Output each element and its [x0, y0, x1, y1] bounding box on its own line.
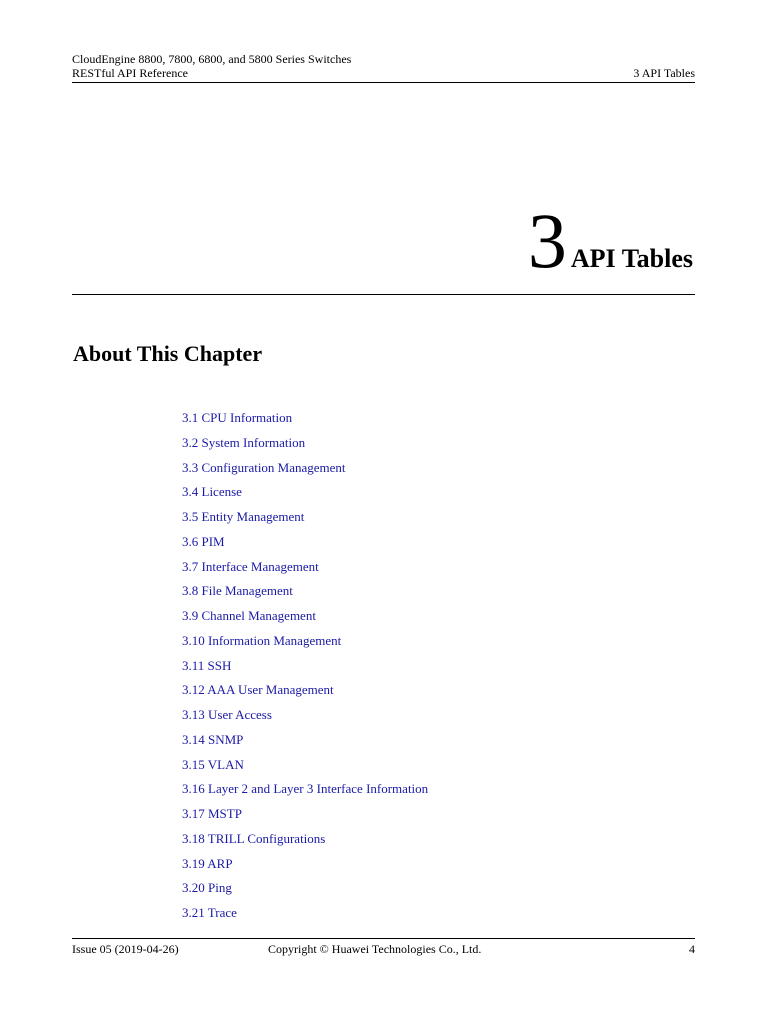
toc-link-information-management[interactable]: 3.10 Information Management: [182, 632, 342, 648]
toc-item: [182, 581, 428, 606]
page-footer: [72, 938, 695, 959]
toc-link-channel-management[interactable]: 3.9 Channel Management: [182, 608, 316, 623]
toc-item: [182, 606, 428, 631]
toc-item: [182, 804, 428, 829]
toc-link-trill-configurations[interactable]: 3.18 TRILL Configurations: [182, 830, 326, 846]
toc-item: [182, 532, 428, 557]
toc-item: [182, 557, 428, 582]
toc-item: [182, 829, 428, 854]
toc-link-aaa-user-management[interactable]: 3.12 AAA User Management: [182, 682, 334, 698]
toc-link-ssh[interactable]: 3.11 SSH: [182, 657, 232, 673]
toc-item: [182, 779, 428, 804]
toc-item: [182, 631, 428, 656]
toc-item: [182, 507, 428, 532]
header-product: CloudEngine 8800, 7800, 6800, and 5800 Series Switches: [72, 52, 352, 66]
toc-item: [182, 755, 428, 780]
toc-link-license[interactable]: 3.4 License: [182, 484, 242, 500]
toc-link-configuration-management[interactable]: 3.3 Configuration Management: [182, 459, 346, 475]
toc-item: [182, 433, 428, 458]
toc-link-cpu-information[interactable]: 3.1 CPU Information: [182, 410, 293, 425]
footer-page-number: 4: [689, 942, 695, 956]
toc-item: [182, 705, 428, 730]
toc-link-pim[interactable]: 3.6 PIM: [182, 533, 225, 549]
toc-item: [182, 482, 428, 507]
page-header: [72, 52, 695, 83]
toc-link-layer2-layer3-interface-information[interactable]: 3.16 Layer 2 and Layer 3 Interface Information: [182, 781, 429, 797]
header-doc-title: RESTful API Reference: [72, 66, 188, 80]
toc-link-file-management[interactable]: 3.8 File Management: [182, 583, 293, 599]
chapter-divider: [72, 294, 695, 295]
toc-link-trace[interactable]: 3.21 Trace: [182, 905, 237, 920]
toc-item: [182, 854, 428, 879]
toc-item: [182, 730, 428, 755]
chapter-name: API Tables: [570, 244, 693, 273]
toc-item: [182, 458, 428, 483]
toc-link-interface-management[interactable]: 3.7 Interface Management: [182, 558, 319, 574]
toc-list: [182, 408, 428, 928]
footer-issue: Issue 05 (2019-04-26): [72, 942, 179, 956]
toc-link-system-information[interactable]: 3.2 System Information: [182, 434, 306, 450]
toc-item: [182, 408, 428, 433]
toc-link-arp[interactable]: 3.19 ARP: [182, 855, 233, 871]
toc-item: [182, 656, 428, 681]
header-chapter-ref: 3 API Tables: [633, 66, 695, 80]
toc-link-ping[interactable]: 3.20 Ping: [182, 880, 232, 896]
toc-link-mstp[interactable]: 3.17 MSTP: [182, 806, 242, 821]
section-heading: About This Chapter: [73, 341, 263, 366]
toc-item: [182, 878, 428, 903]
toc-link-entity-management[interactable]: 3.5 Entity Management: [182, 509, 305, 524]
footer-copyright: Copyright © Huawei Technologies Co., Ltd.: [268, 942, 482, 956]
chapter-number: 3: [527, 197, 567, 284]
toc-link-snmp[interactable]: 3.14 SNMP: [182, 731, 244, 747]
chapter-title: [528, 196, 693, 286]
toc-item: [182, 903, 428, 928]
toc-item: [182, 680, 428, 705]
toc-link-user-access[interactable]: 3.13 User Access: [182, 707, 272, 722]
toc-link-vlan[interactable]: 3.15 VLAN: [182, 756, 244, 772]
